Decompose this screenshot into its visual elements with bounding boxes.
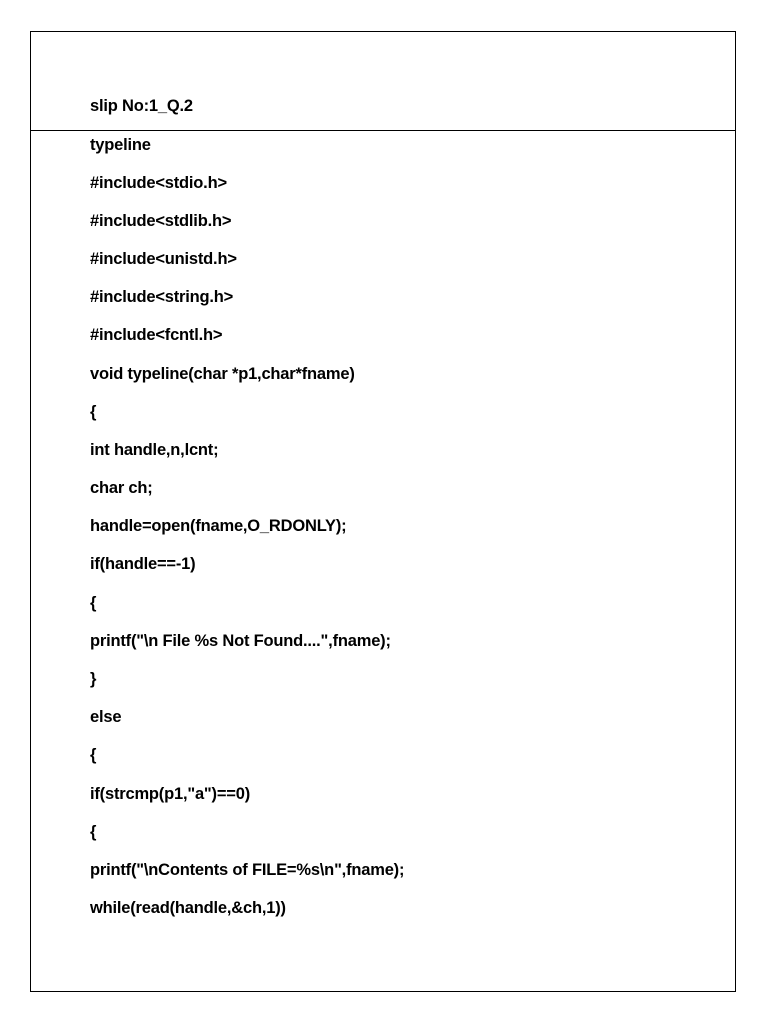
code-line: {	[90, 594, 97, 612]
code-line: #include<unistd.h>	[90, 250, 237, 268]
code-line: typeline	[90, 136, 151, 154]
code-line: if(handle==-1)	[90, 555, 196, 573]
code-line: #include<fcntl.h>	[90, 326, 223, 344]
code-line: if(strcmp(p1,"a")==0)	[90, 785, 250, 803]
code-line: }	[90, 670, 97, 688]
code-line: #include<stdlib.h>	[90, 212, 232, 230]
code-line: printf("\nContents of FILE=%s\n",fname);	[90, 861, 405, 879]
code-line: else	[90, 708, 122, 726]
code-line: #include<stdio.h>	[90, 174, 227, 192]
header-divider	[31, 130, 736, 131]
code-line: int handle,n,lcnt;	[90, 441, 219, 459]
code-line: {	[90, 823, 97, 841]
code-line: while(read(handle,&ch,1))	[90, 899, 286, 917]
code-line: char ch;	[90, 479, 153, 497]
code-line: {	[90, 403, 97, 421]
slip-header: slip No:1_Q.2	[90, 97, 193, 115]
code-line: {	[90, 746, 97, 764]
code-line: printf("\n File %s Not Found....",fname);	[90, 632, 391, 650]
code-line: #include<string.h>	[90, 288, 234, 306]
code-line: void typeline(char *p1,char*fname)	[90, 365, 355, 383]
code-line: handle=open(fname,O_RDONLY);	[90, 517, 347, 535]
